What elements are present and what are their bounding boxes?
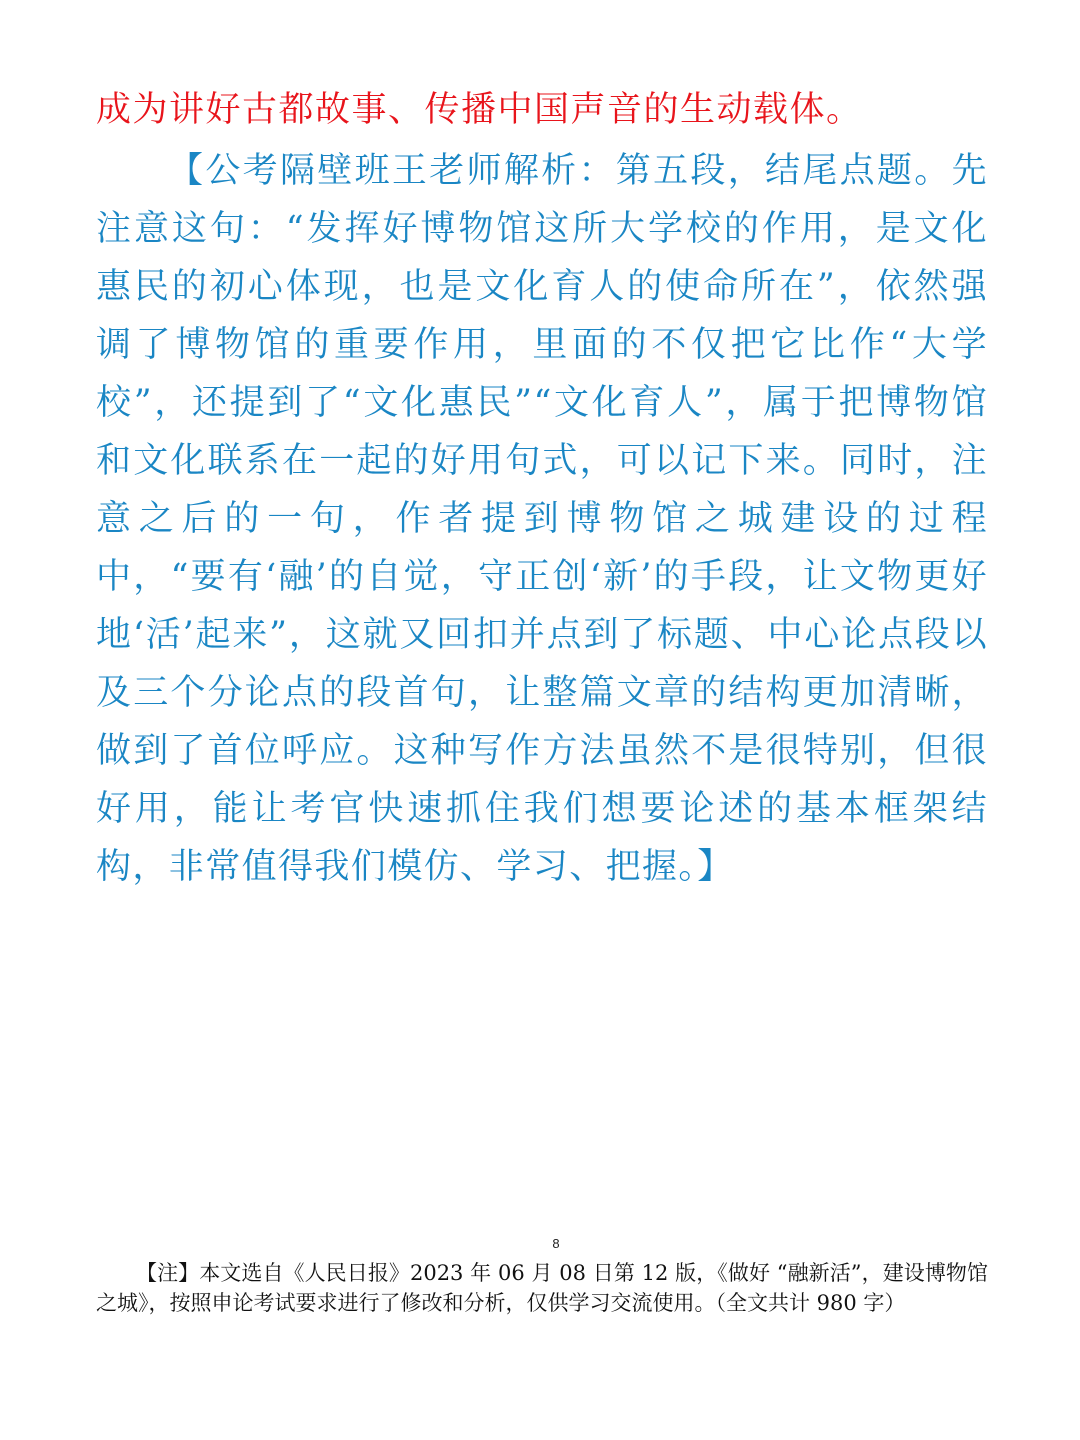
footnote: 【注】本文选自《人民日报》2023 年 06 月 08 日第 12 版，《做好 “融新活”，建设博物馆之城》，按照申论考试要求进行了修改和分析，仅供学习交流使用。（全文共计 980 字） — [96, 1261, 988, 1315]
page-number: 8 — [552, 1236, 560, 1251]
red-sentence: 成为讲好古都故事、传播中国声音的生动载体。 — [96, 90, 863, 130]
analysis-paragraph: 【公考隔壁班王老师解析：第五段，结尾点题。先注意这句：“发挥好博物馆这所大学校的作用，是文化惠民的初心体现，也是文化育人的使命所在”，依然强调了博物馆的重要作用，里面的不仅把它比作“大学校”，还提到了“文化惠民”“文化育人”，属于把博物馆和文化联系在一起的好用句式，可以记下来。同时，注意之后的一句，作者提到博物馆之城建设的过程中，“要有‘融’的自觉，守正创‘新’的手段，让文物更好地‘活’起来”，这就又回扣并点到了标题、中心论点段以及三个分论点的段首句，让整篇文章的结构更加清晰，做到了首位呼应。这种写作方法虽然不是很特别，但很好用，能让考官快速抓住我们想要论述的基本框架结构，非常值得我们模仿、学习、把握。】 — [96, 151, 988, 887]
